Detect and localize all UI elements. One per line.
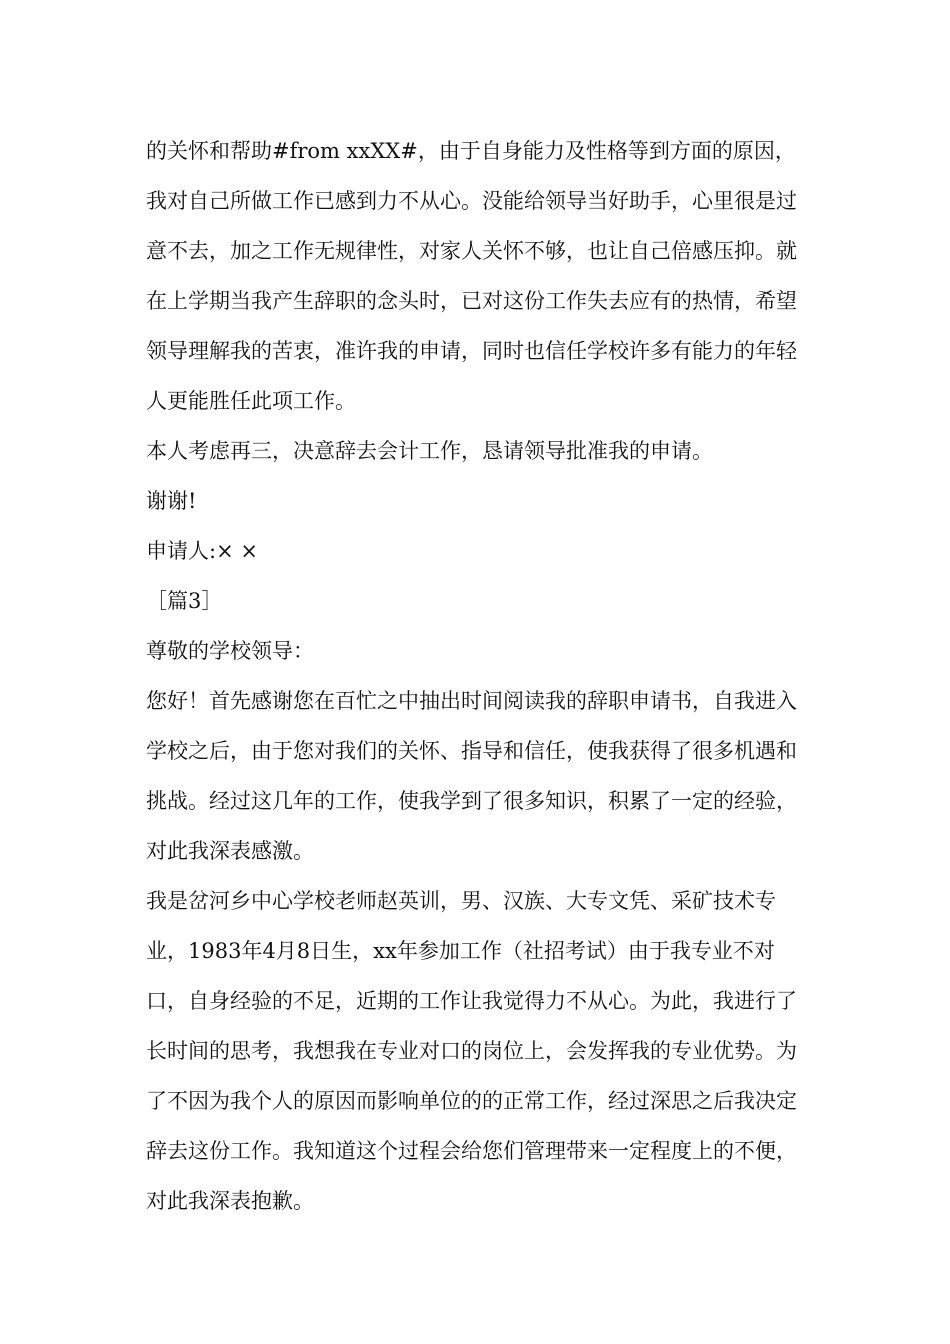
applicant-signature: 申请人:× × — [146, 539, 258, 563]
paragraph-request: 本人考虑再三，决意辞去会计工作，恳请领导批准我的申请。 — [146, 439, 713, 463]
salutation: 尊敬的学校领导： — [146, 639, 314, 663]
document-body — [146, 126, 816, 1226]
paragraph-thanks: 谢谢! — [146, 489, 197, 513]
paragraph-reasons: 的关怀和帮助#from xxXX#，由于自身能力及性格等到方面的原因，我对自己所做工作已感到力不从心。没能给领导当好助手，心里很是过意不去，加之工作无规律性，对家人关怀不够，也让自己倍感压抑。就在上学期当我产生辞职的念头时，已对这份工作失去应有的热情，希望领导理解我的苦衷，准许我的申请，同时也信任学校许多有能力的年轻人更能胜任此项工作。 — [146, 139, 797, 413]
section-heading: ［篇3］ — [146, 589, 223, 613]
paragraph-background: 我是岔河乡中心学校老师赵英训，男、汉族、大专文凭、采矿技术专业，1983年4月8日生，xx年参加工作（社招考试）由于我专业不对口，自身经验的不足，近期的工作让我觉得力不从心。为此，我进行了长时间的思考，我想我在专业对口的岗位上，会发挥我的专业优势。为了不因为我个人的原因而影响单位的的正常工作，经过深思之后我决定辞去这份工作。我知道这个过程会给您们管理带来一定程度上的不便，对此我深表抱歉。 — [146, 889, 797, 1213]
paragraph-greeting: 您好！首先感谢您在百忙之中抽出时间阅读我的辞职申请书，自我进入学校之后，由于您对我们的关怀、指导和信任，使我获得了很多机遇和挑战。经过这几年的工作，使我学到了很多知识，积累了一定的经验，对此我深表感激。 — [146, 689, 797, 863]
